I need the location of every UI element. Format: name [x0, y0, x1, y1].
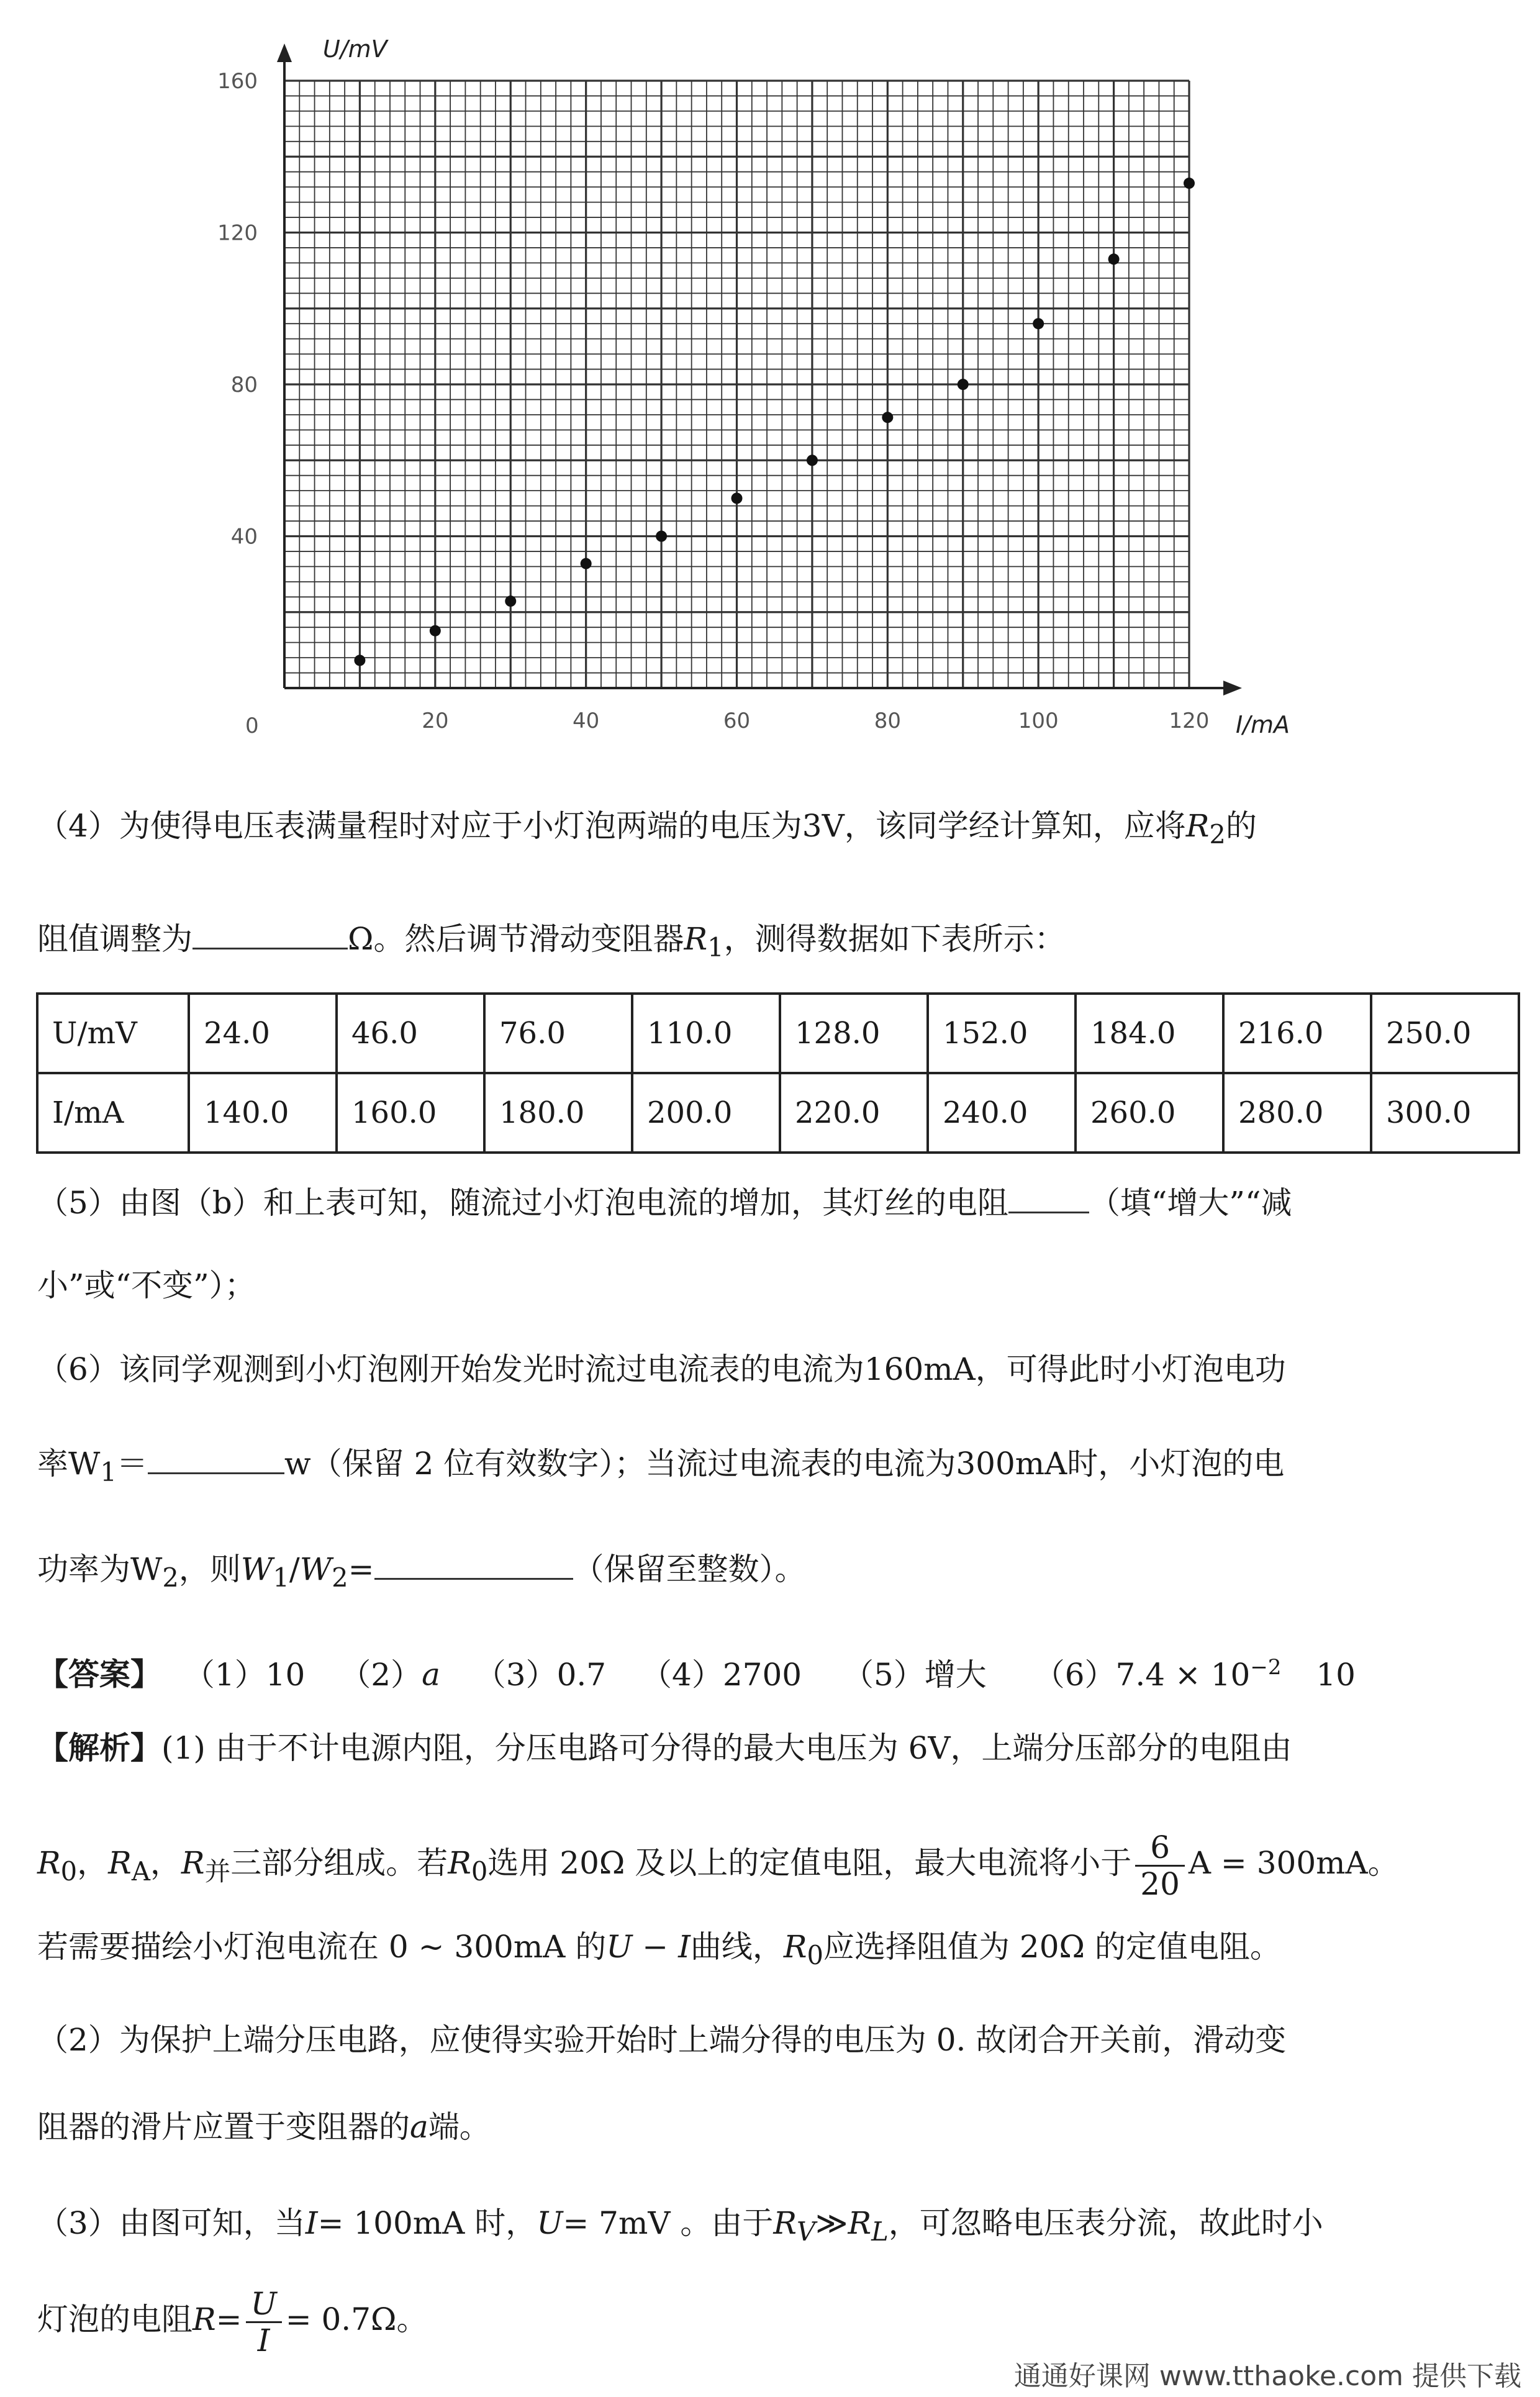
analysis-text-3b: 曲线，	[690, 1929, 784, 1965]
data-point	[430, 625, 441, 637]
analysis-line-2	[37, 1826, 1399, 1909]
question-6-line-1	[37, 1351, 1286, 1388]
q6-text-3b: ，则	[178, 1551, 241, 1587]
y-axis-label: U/mV	[323, 35, 387, 63]
x-axis-label: I/mA	[1236, 711, 1290, 738]
answer-6-post: 10	[1316, 1656, 1356, 1693]
q4-text-1-end: 的	[1225, 808, 1257, 844]
answer-label: 【答案】	[37, 1656, 161, 1693]
analysis-p3-text-1b: = 100mA 时，	[317, 2205, 537, 2241]
analysis-line-1	[37, 1729, 1292, 1767]
slash: /	[289, 1551, 300, 1587]
i-symbol: I	[305, 2205, 318, 2241]
analysis-part-2-line-1	[37, 2021, 1286, 2059]
u-i-chart	[0, 0, 1540, 776]
table-cell: 300.0	[1371, 1073, 1519, 1153]
fraction-6-20	[1135, 1830, 1185, 1901]
w1-symbol: W	[240, 1551, 273, 1587]
analysis-text-2a: 三部分组成。若	[230, 1845, 448, 1881]
analysis-p3-text-1c: = 7mV 。由于	[563, 2205, 774, 2241]
answer-2-val: a	[422, 1656, 440, 1693]
data-point	[581, 558, 592, 569]
q4-text-2a: 阻值调整为	[37, 921, 192, 957]
y-axis-arrow	[277, 43, 292, 62]
q6-text-3c: （保留至整数）。	[573, 1551, 806, 1587]
analysis-text-1: (1) 由于不计电源内阻，分压电路可分得的最大电压为 6V，上端分压部分的电阻由	[161, 1730, 1292, 1766]
x-tick-label: 80	[874, 709, 901, 733]
analysis-p3-text-2b: = 0.7Ω。	[285, 2301, 428, 2337]
r0b-symbol: R	[448, 1845, 471, 1881]
question-4-line-1	[37, 807, 1257, 853]
r2-sub: 2	[1209, 819, 1226, 850]
data-point	[656, 531, 667, 542]
question-6-line-3	[37, 1549, 806, 1597]
table-cell: 220.0	[780, 1073, 928, 1153]
chart-grid	[284, 81, 1189, 688]
q5-text-1a: （5）由图（b）和上表可知，随流过小灯泡电流的增加，其灯丝的电阻	[37, 1185, 1008, 1221]
rb-symbol: R	[181, 1845, 205, 1881]
analysis-line-3	[37, 1928, 1281, 1974]
measurement-table	[36, 992, 1520, 1154]
answer-6-pre: （6）7.4 × 10	[1033, 1656, 1251, 1693]
q6-text-2a: 率W	[37, 1446, 101, 1482]
table-row-header: U/mV	[37, 994, 189, 1073]
table-cell: 216.0	[1223, 994, 1371, 1073]
data-point	[732, 492, 743, 504]
origin-label: 0	[245, 714, 259, 738]
rv-symbol: R	[773, 2205, 797, 2241]
r0b-sub: 0	[471, 1856, 488, 1887]
table-cell: 160.0	[337, 1073, 484, 1153]
answer-2-pre: （2）	[340, 1656, 422, 1693]
much-greater: ≫	[815, 2205, 848, 2241]
fraction-u-i	[246, 2286, 282, 2358]
rl-symbol: R	[848, 2205, 872, 2241]
q5-text-1b: （填“增大”“减	[1089, 1185, 1292, 1221]
x-tick-label: 40	[573, 709, 600, 733]
y-tick-label: 40	[230, 524, 258, 550]
data-point	[807, 455, 818, 466]
r0-symbol: R	[37, 1845, 61, 1881]
q6-eq-3: =	[348, 1551, 374, 1587]
answer-line	[37, 1649, 1356, 1693]
analysis-text-2b: 选用 20Ω 及以上的定值电阻，最大电流将小于	[487, 1845, 1132, 1881]
question-4-line-2	[37, 919, 1066, 966]
r2-answer-blank[interactable]	[192, 919, 348, 949]
x-tick-label: 120	[1169, 709, 1210, 733]
r2-symbol: R	[1185, 808, 1210, 844]
analysis-part-3-line-2	[37, 2279, 427, 2360]
answer-1: （1）10	[183, 1656, 306, 1693]
fraction-i: I	[257, 2322, 270, 2358]
r0-sub: 0	[60, 1856, 78, 1887]
table-cell: 200.0	[632, 1073, 780, 1153]
table-cell: 240.0	[928, 1073, 1076, 1153]
table-cell: 110.0	[632, 994, 780, 1073]
analysis-text-2c: A = 300mA。	[1188, 1845, 1399, 1881]
q4-text-1: （4）为使得电压表满量程时对应于小灯泡两端的电压为3V，该同学经计算知，应将	[37, 808, 1186, 844]
table-cell: 24.0	[189, 994, 337, 1073]
w2-sub-a: 2	[162, 1562, 179, 1593]
table-cell: 140.0	[189, 1073, 337, 1153]
q6-eq: ＝	[116, 1446, 148, 1482]
x-axis-arrow	[1223, 681, 1242, 696]
sep-2: ，	[150, 1845, 181, 1881]
table-row	[37, 1073, 1519, 1153]
r-symbol: R	[192, 2301, 216, 2337]
x-tick-label: 20	[422, 709, 449, 733]
analysis-p2-text-1: （2）为保护上端分压电路，应使得实验开始时上端分得的电压为 0. 故闭合开关前，滑动变	[37, 2022, 1287, 2058]
q6-text-3a: 功率为W	[37, 1551, 163, 1587]
ra-symbol: R	[108, 1845, 132, 1881]
table-cell: 180.0	[484, 1073, 632, 1153]
q6-text-1: （6）该同学观测到小灯泡刚开始发光时流过电流表的电流为160mA，可得此时小灯泡电功	[37, 1351, 1286, 1387]
w1-answer-blank[interactable]	[148, 1444, 284, 1474]
u-symbol: U	[537, 2205, 563, 2241]
data-point	[354, 655, 365, 666]
resistance-trend-blank[interactable]	[1008, 1183, 1089, 1213]
table-cell: 260.0	[1076, 1073, 1223, 1153]
ratio-answer-blank[interactable]	[374, 1549, 573, 1580]
chart-ticks	[217, 69, 1209, 733]
analysis-p2-text-2a: 阻器的滑片应置于变阻器的	[37, 2109, 410, 2145]
data-point	[1108, 253, 1120, 265]
rb-sub: 并	[204, 1856, 231, 1887]
data-point	[1184, 178, 1195, 189]
analysis-p3-text-2a: 灯泡的电阻	[37, 2301, 192, 2337]
data-point	[958, 379, 969, 390]
w1-sub: 1	[100, 1457, 117, 1487]
y-tick-label: 160	[217, 69, 258, 94]
q4-text-2c: ，测得数据如下表所示：	[723, 921, 1066, 957]
table-row-header: I/mA	[37, 1073, 189, 1153]
question-5-line-1	[37, 1183, 1292, 1221]
answer-3: （3）0.7	[474, 1656, 607, 1693]
w2-symbol: W	[299, 1551, 332, 1587]
y-tick-label: 120	[217, 220, 258, 246]
analysis-part-2-line-2	[37, 2108, 491, 2146]
y-tick-label: 80	[230, 373, 258, 397]
table-cell: 76.0	[484, 994, 632, 1073]
q4-text-2b: Ω。然后调节滑动变阻器	[348, 921, 684, 957]
data-point	[505, 596, 516, 607]
table-row	[37, 994, 1519, 1073]
table-cell: 152.0	[928, 994, 1076, 1073]
terminal-a: a	[410, 2109, 428, 2145]
r0c-symbol: R	[783, 1929, 807, 1965]
x-tick-label: 60	[723, 709, 751, 733]
analysis-part-3-line-1	[37, 2204, 1323, 2250]
q5-text-2: 小”或“不变”）；	[37, 1267, 256, 1303]
r1-sub: 1	[707, 932, 724, 963]
table-cell: 46.0	[337, 994, 484, 1073]
data-point	[1033, 318, 1044, 329]
analysis-text-3a: 若需要描绘小灯泡电流在 0 ~ 300mA 的	[37, 1929, 607, 1965]
analysis-p2-text-2b: 端。	[428, 2109, 491, 2145]
table-cell: 250.0	[1371, 994, 1519, 1073]
rv-sub: V	[797, 2216, 816, 2247]
footer-source: 通通好课网 www.tthaoke.com 提供下载	[1013, 2360, 1521, 2392]
w1-symbol-sub: 1	[273, 1562, 289, 1593]
r0c-sub: 0	[807, 1940, 823, 1970]
w2-symbol-sub: 2	[332, 1562, 348, 1593]
analysis-text-3c: 应选择阻值为 20Ω 的定值电阻。	[823, 1929, 1281, 1965]
analysis-p3-text-1d: ，可忽略电压表分流，故此时小	[888, 2205, 1323, 2241]
answer-6-exp: −2	[1250, 1655, 1282, 1680]
question-5-line-2	[37, 1267, 256, 1304]
analysis-p3-text-1a: （3）由图可知，当	[37, 2205, 306, 2241]
analysis-label: 【解析】	[37, 1729, 161, 1766]
table-cell: 184.0	[1076, 994, 1223, 1073]
x-tick-label: 100	[1018, 709, 1059, 733]
rl-sub: L	[871, 2216, 889, 2247]
fraction-u: U	[246, 2286, 282, 2323]
eq-sign: =	[215, 2301, 242, 2337]
sep-1: ，	[77, 1845, 109, 1881]
fraction-denominator: 20	[1140, 1865, 1180, 1902]
fraction-numerator: 6	[1135, 1830, 1185, 1867]
data-point	[882, 412, 893, 423]
table-cell: 128.0	[780, 994, 928, 1073]
u-i-symbol: U − I	[606, 1929, 691, 1965]
answer-5: （5）增大	[842, 1656, 987, 1693]
r1-symbol: R	[684, 921, 708, 957]
q6-text-2b: w（保留 2 位有效数字）；当流过电流表的电流为300mA时，小灯泡的电	[284, 1446, 1285, 1482]
answer-4: （4）2700	[641, 1656, 802, 1693]
ra-sub: A	[131, 1856, 150, 1887]
question-6-line-2	[37, 1444, 1284, 1491]
table-cell: 280.0	[1223, 1073, 1371, 1153]
